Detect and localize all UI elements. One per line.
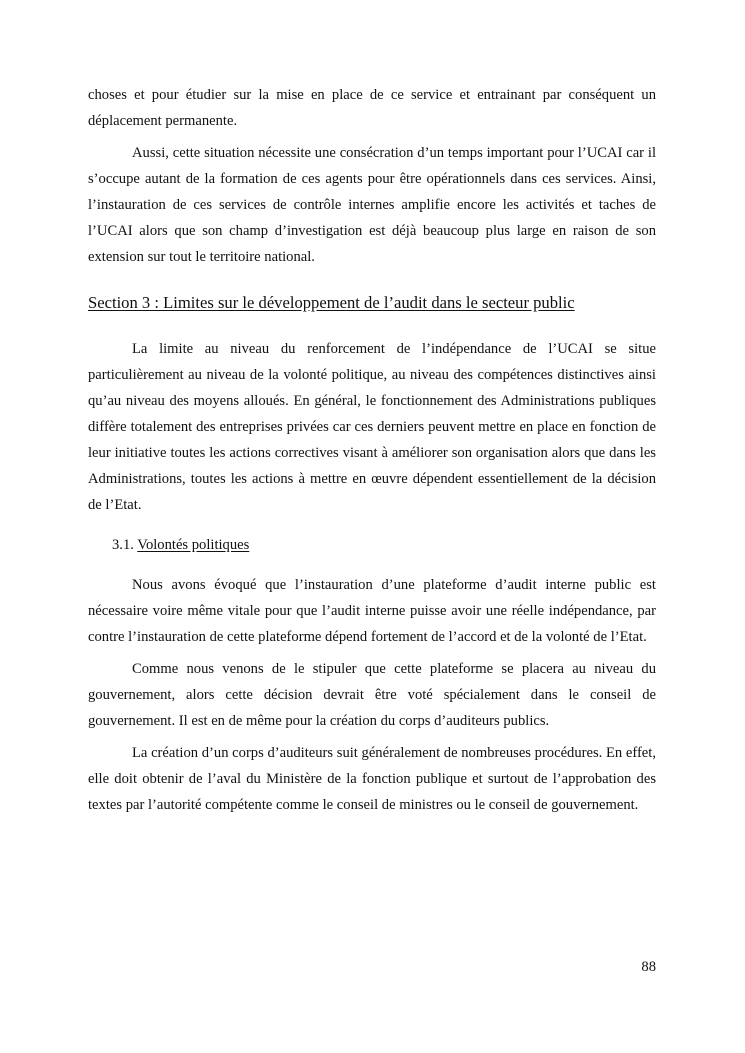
document-page	[88, 82, 656, 818]
subsection-paragraph-plateforme: Nous avons évoqué que l’instauration d’une plateforme d’audit interne public est nécessaire voire même vitale pour que l’audit interne puisse avoir une réelle indépendance, par contre l’instauration de cette plateforme dépend fortement de l’accord et de la volonté de l’Etat.	[88, 577, 656, 645]
section-3-heading: Section 3 : Limites sur le développement de l’audit dans le secteur public	[88, 293, 575, 312]
intro-paragraph-ucai-workload: Aussi, cette situation nécessite une consécration d’un temps important pour l’UCAI car il s’occupe autant de la formation de ces agents pour être opérationnels dans ces services. Ainsi, l’instauration de ces services de contrôle internes amplifie encore les activités et taches de l’UCAI alors que son champ d’investigation est déjà beaucoup plus large en raison de son extension sur tout le territoire national.	[88, 145, 656, 265]
subsection-paragraph-gouvernement: Comme nous venons de le stipuler que cette plateforme se placera au niveau du gouvernement, alors cette décision devrait être voté spécialement dans le conseil de gouvernement. Il est en de même pour la création du corps d’auditeurs publics.	[88, 661, 656, 729]
page-number: 88	[641, 959, 656, 975]
subsection-3-1-heading	[88, 534, 656, 556]
intro-paragraph-continued: choses et pour étudier sur la mise en place de ce service et entrainant par conséquent un déplacement permanente.	[88, 87, 656, 129]
subsection-number: 3.1.	[112, 537, 134, 553]
subsection-paragraph-corps-auditeurs: La création d’un corps d’auditeurs suit généralement de nombreuses procédures. En effet, elle doit obtenir de l’aval du Ministère de la fonction publique et surtout de l’approbation des textes par l’autorité compétente comme le conseil de ministres ou le conseil de gouvernement.	[88, 745, 656, 813]
section-3-intro-paragraph: La limite au niveau du renforcement de l’indépendance de l’UCAI se situe particulièrement au niveau de la volonté politique, au niveau des compétences distinctives ainsi qu’au niveau des moyens alloués. En général, le fonctionnement des Administrations publiques diffère totalement des entreprises privées car ces derniers peuvent mettre en place en fonction de leur initiative toutes les actions correctives visant à améliorer son organisation alors que dans les Administrations, toutes les actions à mettre en œuvre dépendent essentiellement de la décision de l’Etat.	[88, 341, 656, 513]
subsection-title: Volontés politiques	[137, 537, 250, 553]
